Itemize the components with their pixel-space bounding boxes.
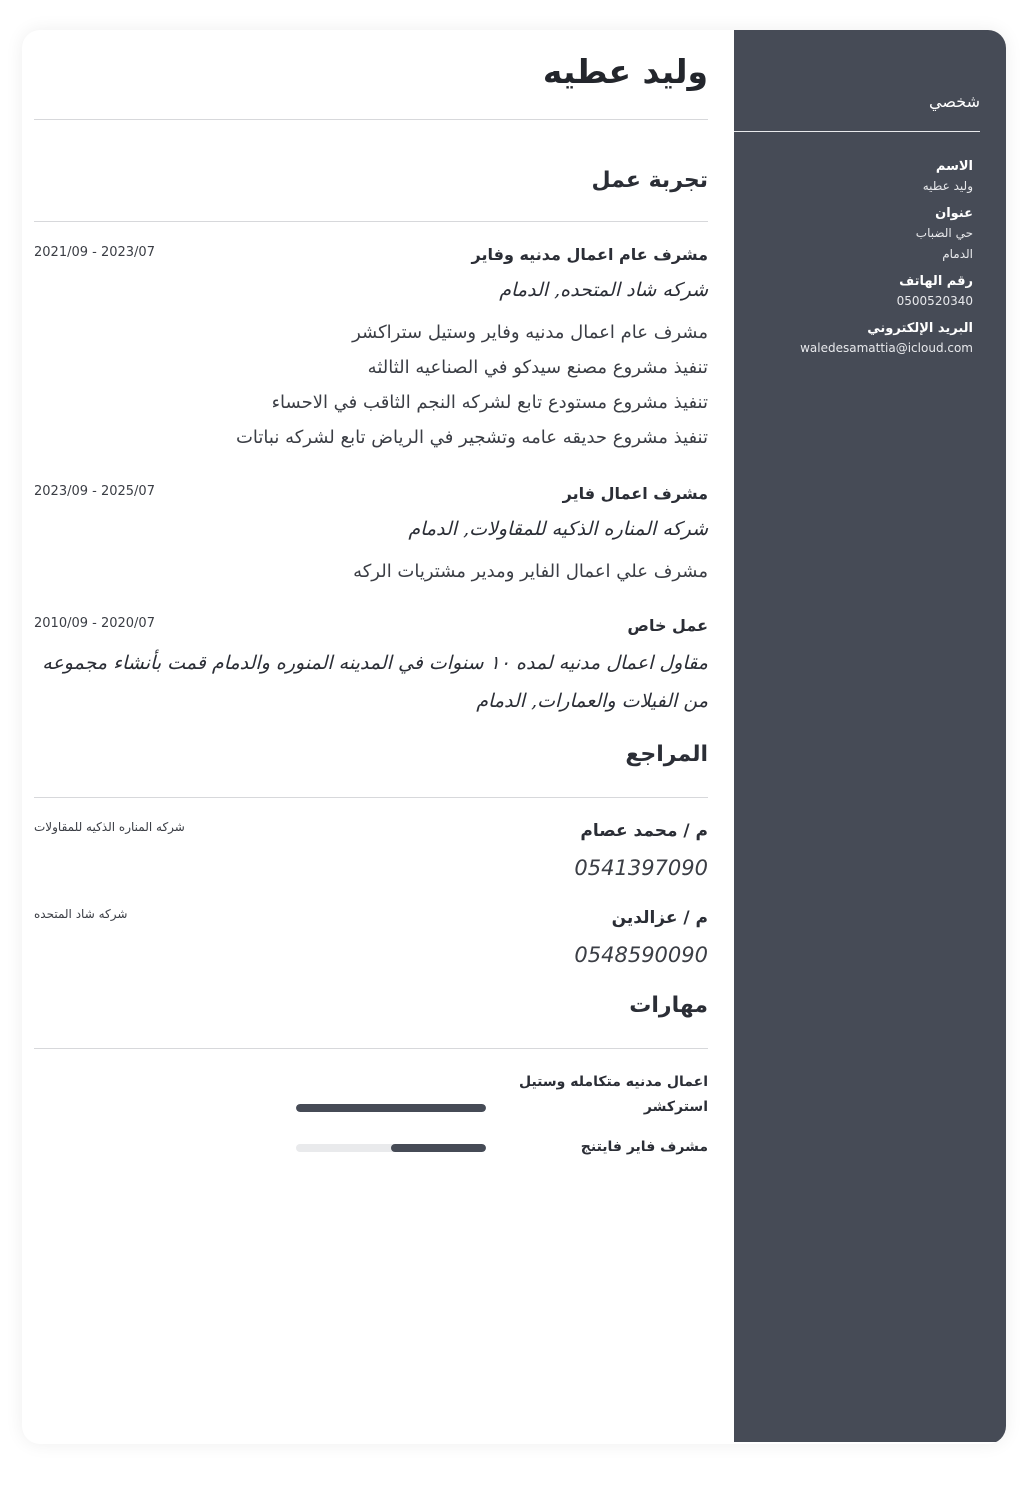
reference-entry xyxy=(34,905,708,973)
skill-level-bar xyxy=(296,1144,486,1152)
info-email xyxy=(753,320,973,359)
job-entry xyxy=(34,482,708,589)
info-label: الاسم xyxy=(935,159,973,174)
skills-divider xyxy=(34,1048,708,1049)
job-description xyxy=(34,554,708,589)
job-description xyxy=(34,315,708,455)
personal-heading: شخصي xyxy=(929,92,980,111)
reference-entry xyxy=(34,818,708,886)
name-divider xyxy=(34,119,708,120)
skill-entry xyxy=(34,1070,708,1120)
reference-company: شركه المناره الذكيه للمقاولات xyxy=(34,820,185,834)
info-label: البريد الإلكتروني xyxy=(867,321,973,336)
job-title: مشرف اعمال فاير xyxy=(562,484,708,503)
skill-label: اعمال مدنيه متكامله وستيل استركشر xyxy=(518,1074,708,1115)
skill-level-bar xyxy=(296,1104,486,1112)
skill-level-fill xyxy=(296,1104,486,1112)
info-phone xyxy=(753,273,973,312)
info-label: رقم الهاتف xyxy=(899,274,973,289)
job-description-line: مشرف عام اعمال مدنيه وفاير وستيل ستراكشر xyxy=(352,322,708,343)
info-value: waledesamattia@icloud.com xyxy=(800,341,973,355)
info-value: وليد عطيه xyxy=(922,179,973,193)
experience-divider xyxy=(34,221,708,222)
skills-title: مهارات xyxy=(629,993,708,1018)
reference-company: شركه شاد المتحده xyxy=(34,907,128,921)
experience-title: تجربة عمل xyxy=(591,168,708,193)
job-dates: 2010/09 - 2020/07 xyxy=(34,616,155,631)
job-entry xyxy=(34,614,708,720)
job-description-line: تنفيذ مشروع مستودع تابع لشركه النجم الثاقب في الاحساء xyxy=(271,392,708,413)
resume-page xyxy=(22,30,1006,1444)
reference-name: م / محمد عصام xyxy=(580,821,708,841)
job-entry xyxy=(34,243,708,455)
sidebar-divider xyxy=(734,131,980,132)
candidate-name: وليد عطيه xyxy=(542,52,708,91)
job-description-line: تنفيذ مشروع مصنع سيدكو في الصناعيه الثالثه xyxy=(367,357,708,378)
reference-name: م / عزالدين xyxy=(611,908,708,928)
reference-phone: 0541397090 xyxy=(574,856,708,880)
info-name xyxy=(753,158,973,197)
info-address xyxy=(753,205,973,265)
info-label: عنوان xyxy=(935,206,973,221)
job-company: شركه شاد المتحده, الدمام xyxy=(499,279,708,301)
job-company: شركه المناره الذكيه للمقاولات, الدمام xyxy=(408,518,708,540)
job-title: عمل خاص xyxy=(627,616,708,635)
skill-level-fill xyxy=(391,1144,486,1152)
job-dates: 2021/09 - 2023/07 xyxy=(34,245,155,260)
info-value: حي الضباب xyxy=(915,226,973,240)
skill-entry xyxy=(34,1135,708,1185)
personal-sidebar xyxy=(734,30,1006,1442)
reference-phone: 0548590090 xyxy=(574,943,708,967)
job-description: مقاول اعمال مدنيه لمده ١٠ سنوات في المدينه المنوره والدمام قمت بأنشاء مجموعه من الفيلات والعمارات, الدمام xyxy=(42,652,708,712)
info-value: 0500520340 xyxy=(896,294,973,308)
info-value: الدمام xyxy=(942,247,973,261)
job-dates: 2023/09 - 2025/07 xyxy=(34,484,155,499)
job-title: مشرف عام اعمال مدنيه وفاير xyxy=(471,245,708,264)
references-title: المراجع xyxy=(625,742,708,767)
job-description-line: تنفيذ مشروع حديقه عامه وتشجير في الرياض تابع لشركه نباتات xyxy=(235,427,708,448)
skill-label: مشرف فاير فايتنج xyxy=(580,1139,708,1155)
job-description-line: مشرف علي اعمال الفاير ومدير مشتريات الركه xyxy=(353,561,708,582)
personal-info-list xyxy=(753,158,973,367)
references-divider xyxy=(34,797,708,798)
